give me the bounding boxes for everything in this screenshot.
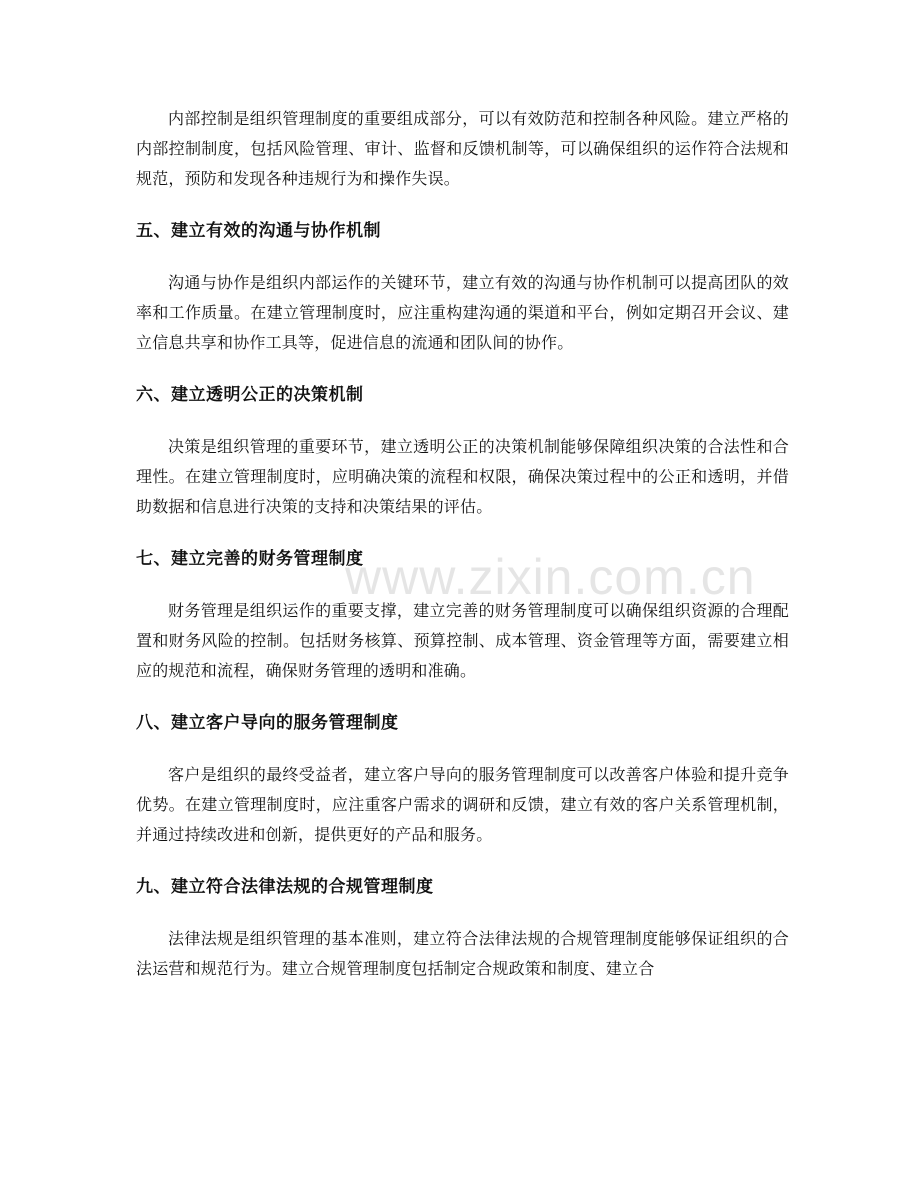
paragraph-finance: 财务管理是组织运作的重要支撑，建立完善的财务管理制度可以确保组织资源的合理配置和财务风险的控制。包括财务核算、预算控制、成本管理、资金管理等方面，需要建立相应的规范和流程，确保财务管理的透明和准确。 <box>136 601 789 680</box>
paragraph-customer: 客户是组织的最终受益者，建立客户导向的服务管理制度可以改善客户体验和提升竞争优势。在建立管理制度时，应注重客户需求的调研和反馈，建立有效的客户关系管理机制，并通过持续改进和创新，提供更好的产品和服务。 <box>136 765 789 844</box>
paragraph-compliance: 法律法规是组织管理的基本准则，建立符合法律法规的合规管理制度能够保证组织的合法运营和规范行为。建立合规管理制度包括制定合规政策和制度、建立合 <box>136 929 789 978</box>
section-heading-5: 五、建立有效的沟通与协作机制 <box>136 221 381 241</box>
section-heading-8: 八、建立客户导向的服务管理制度 <box>136 713 399 733</box>
paragraph-decision: 决策是组织管理的重要环节，建立透明公正的决策机制能够保障组织决策的合法性和合理性。在建立管理制度时，应明确决策的流程和权限，确保决策过程中的公正和透明，并借助数据和信息进行决策的支持和决策结果的评估。 <box>136 437 789 516</box>
section-heading-9: 九、建立符合法律法规的合规管理制度 <box>136 877 434 897</box>
section-heading-7: 七、建立完善的财务管理制度 <box>136 549 364 569</box>
section-heading-6: 六、建立透明公正的决策机制 <box>136 385 364 405</box>
paragraph-communication: 沟通与协作是组织内部运作的关键环节，建立有效的沟通与协作机制可以提高团队的效率和工作质量。在建立管理制度时，应注重构建沟通的渠道和平台，例如定期召开会议、建立信息共享和协作工具等，促进信息的流通和团队间的协作。 <box>136 273 789 352</box>
watermark-text: www.zixin.com.cn <box>345 549 756 605</box>
paragraph-internal-control: 内部控制是组织管理制度的重要组成部分，可以有效防范和控制各种风险。建立严格的内部控制制度，包括风险管理、审计、监督和反馈机制等，可以确保组织的运作符合法规和规范，预防和发现各种违规行为和操作失误。 <box>136 109 789 188</box>
